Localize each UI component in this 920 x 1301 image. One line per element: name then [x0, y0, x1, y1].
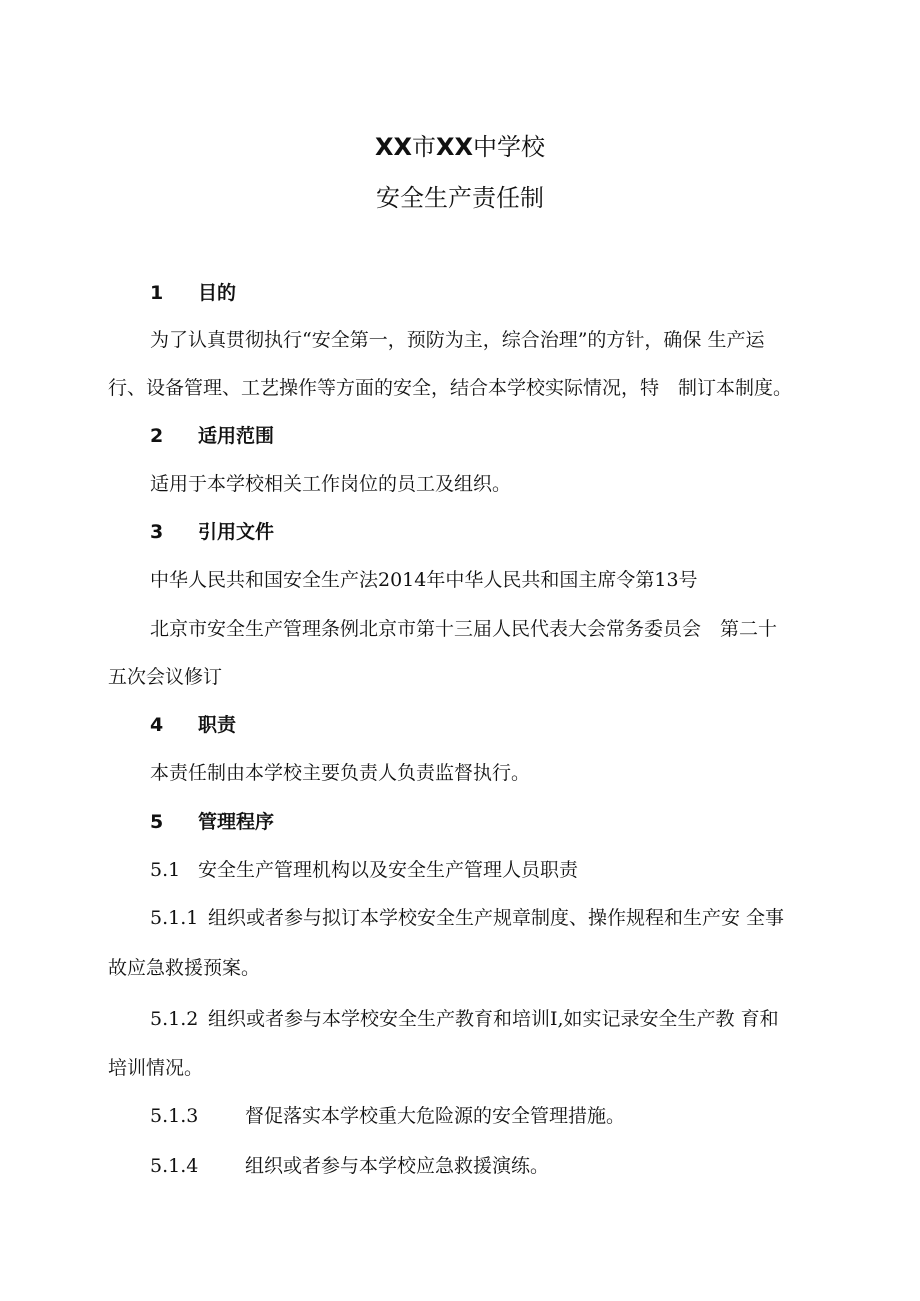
title-xx-prefix: XX	[374, 133, 412, 161]
section-1-heading	[150, 279, 236, 307]
section-title: 职责	[198, 714, 237, 736]
subsection-number: 5.1.3	[150, 1105, 199, 1127]
subsection-number: 5.1.1	[150, 907, 199, 929]
section-2-heading	[150, 422, 274, 450]
subsection-number: 5.1.2	[150, 1008, 199, 1030]
subsection-5-1-1-line-2: 故应急救援预案。	[108, 957, 261, 979]
subsection-text: 安全生产管理机构以及安全生产管理人员职责	[198, 859, 579, 881]
subsection-5-1-1-line-1	[150, 903, 784, 933]
title-school-suffix: 中学校	[473, 133, 546, 161]
document-title-main: 安全生产责任制	[376, 184, 544, 212]
section-3-reference-2-line-2: 五次会议修订	[108, 666, 223, 688]
subsection-5-1-3	[150, 1101, 625, 1131]
section-title: 引用文件	[198, 521, 275, 543]
title-xx-mid: XX	[436, 133, 474, 161]
section-number: 5	[150, 811, 164, 833]
section-number: 1	[150, 282, 164, 304]
section-3-reference-2-line-1: 北京市安全生产管理条例北京市第十三届人民代表大会常务委员会 第二十	[150, 618, 778, 640]
document-title-school	[0, 132, 920, 162]
section-2-paragraph: 适用于本学校相关工作岗位的员工及组织。	[150, 473, 512, 495]
section-4-heading	[150, 711, 236, 739]
section-4-paragraph: 本责任制由本学校主要负责人负责监督执行。	[150, 762, 531, 784]
section-title: 适用范围	[198, 425, 275, 447]
subsection-text: 组织或者参与本学校安全生产教育和培训I,如实记录安全生产教 育和	[208, 1008, 779, 1030]
section-title: 目的	[198, 282, 237, 304]
section-5-heading	[150, 808, 274, 836]
section-3-heading	[150, 518, 274, 546]
subsection-5-1	[150, 855, 578, 885]
subsection-number: 5.1	[150, 859, 181, 881]
section-number: 4	[150, 714, 164, 736]
subsection-5-1-4	[150, 1151, 549, 1181]
section-1-paragraph-line-2: 行、设备管理、工艺操作等方面的安全，结合本学校实际情况，特 制订本制度。	[108, 377, 793, 399]
section-1-paragraph-line-1: 为了认真贯彻执行“安全第一，预防为主，综合治理”的方针，确保 生产运	[150, 329, 765, 351]
section-number: 2	[150, 425, 164, 447]
subsection-text: 督促落实本学校重大危险源的安全管理措施。	[245, 1105, 626, 1127]
subsection-text: 组织或者参与本学校应急救援演练。	[245, 1155, 550, 1177]
subsection-5-1-2-line-1	[150, 1004, 779, 1034]
section-3-reference-1: 中华人民共和国安全生产法2014年中华人民共和国主席令第13号	[150, 569, 698, 591]
title-city: 市	[412, 133, 436, 161]
section-number: 3	[150, 521, 164, 543]
subsection-text: 组织或者参与拟订本学校安全生产规章制度、操作规程和生产安 全事	[208, 907, 785, 929]
subsection-number: 5.1.4	[150, 1155, 199, 1177]
section-title: 管理程序	[198, 811, 275, 833]
subsection-5-1-2-line-2: 培训情况。	[108, 1057, 204, 1079]
